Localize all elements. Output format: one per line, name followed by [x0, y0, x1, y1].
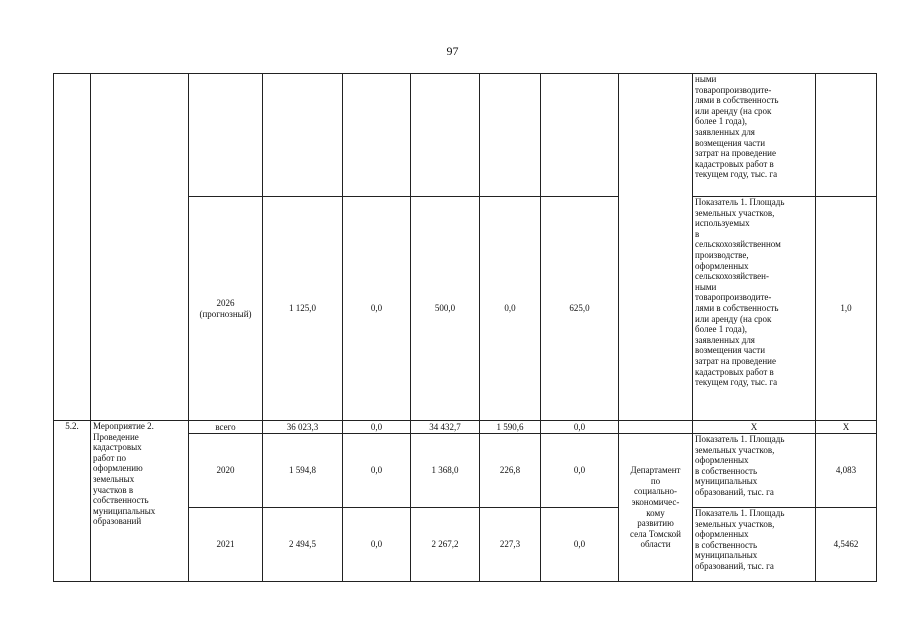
cell-total: [263, 74, 343, 197]
cell-total: 1 594,8: [263, 434, 343, 508]
table-row: [54, 421, 877, 434]
cell-year: всего: [189, 421, 263, 434]
cell-executor: [619, 74, 693, 421]
cell-number: [54, 74, 91, 421]
cell-regional: 2 267,2: [411, 508, 480, 582]
cell-year: 2021: [189, 508, 263, 582]
indicator-text: Показатель 1. Площадь земельных участков, оформленных в собственность муниципальных образований, тыс. га: [695, 508, 785, 571]
cell-federal: 0,0: [343, 508, 411, 582]
cell-value: 4,083: [816, 434, 877, 508]
cell-name: [91, 74, 189, 421]
cell-local: 226,8: [480, 434, 541, 508]
cell-regional: 1 368,0: [411, 434, 480, 508]
cell-value: Х: [816, 421, 877, 434]
cell-extra: 0,0: [541, 508, 619, 582]
indicator-text: ными товаропроизводите- лями в собственность или аренду (на срок более 1 года), заявленных для возмещения части затрат на проведение кадастровых работ в текущем году, тыс. га: [695, 74, 779, 180]
cell-extra: 0,0: [541, 434, 619, 508]
indicator-text: Показатель 1. Площадь земельных участков, используемых в сельскохозяйственном производстве, оформленных сельскохозяйствен- ными товаропроизводите- лями в собственность или аренду (на срок более 1 года), заявленных для возмещения части затрат на проведение кадастровых работ в текущем году, тыс. га: [695, 197, 785, 388]
measure-name: Мероприятие 2. Проведение кадастровых работ по оформлению земельных участков в собственность муниципальных образований: [91, 421, 189, 582]
cell-year: 2026 (прогнозный): [189, 197, 263, 421]
cell-total: 1 125,0: [263, 197, 343, 421]
cell-regional: [411, 74, 480, 197]
cell-regional: 500,0: [411, 197, 480, 421]
cell-indicator: [693, 197, 816, 421]
cell-local: 1 590,6: [480, 421, 541, 434]
cell-value: [816, 74, 877, 197]
cell-extra: 625,0: [541, 197, 619, 421]
program-table: [53, 73, 877, 582]
cell-year: 2020: [189, 434, 263, 508]
cell-value: 4,5462: [816, 508, 877, 582]
cell-indicator: [693, 74, 816, 197]
cell-federal: 0,0: [343, 421, 411, 434]
cell-total: 2 494,5: [263, 508, 343, 582]
cell-year: [189, 74, 263, 197]
page-number: 97: [446, 44, 459, 58]
cell-federal: [343, 74, 411, 197]
cell-executor: Департамент по социально- экономичес- кому развитию села Томской области: [619, 434, 693, 582]
cell-local: 227,3: [480, 508, 541, 582]
cell-federal: 0,0: [343, 434, 411, 508]
cell-total: 36 023,3: [263, 421, 343, 434]
cell-extra: [541, 74, 619, 197]
cell-local: [480, 74, 541, 197]
cell-indicator: Х: [693, 421, 816, 434]
cell-extra: 0,0: [541, 421, 619, 434]
cell-value: 1,0: [816, 197, 877, 421]
cell-local: 0,0: [480, 197, 541, 421]
table-row: [54, 74, 877, 197]
cell-indicator: [693, 434, 816, 508]
cell-federal: 0,0: [343, 197, 411, 421]
indicator-text: Показатель 1. Площадь земельных участков, оформленных в собственность муниципальных образований, тыс. га: [695, 434, 785, 497]
cell-indicator: [693, 508, 816, 582]
cell-regional: 34 432,7: [411, 421, 480, 434]
cell-executor: [619, 421, 693, 434]
cell-number: 5.2.: [54, 421, 91, 582]
